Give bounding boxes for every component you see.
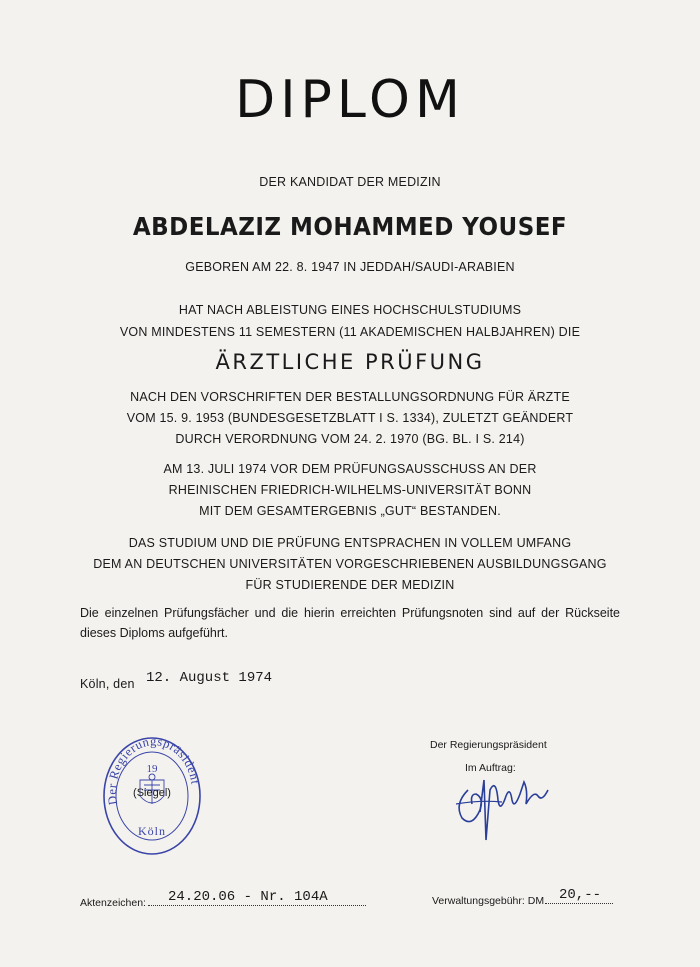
im-auftrag-label: Im Auftrag: (465, 762, 516, 774)
conformity-line-3: FÜR STUDIERENDE DER MEDIZIN (245, 578, 455, 592)
birth-info: GEBOREN AM 22. 8. 1947 IN JEDDAH/SAUDI-ARABIEN (185, 260, 515, 274)
diploma-title: DIPLOM (235, 70, 465, 130)
result-line-3: MIT DEM GESAMTERGEBNIS „GUT“ BESTANDEN. (199, 504, 501, 518)
study-line-2: VON MINDESTENS 11 SEMESTERN (11 AKADEMISCHEN HALBJAHREN) DIE (119, 325, 581, 339)
conformity-line-2: DEM AN DEUTSCHEN UNIVERSITÄTEN VORGESCHRIEBENEN AUSBILDUNGSGANG (93, 557, 607, 571)
seal-label: (Siegel) (133, 787, 171, 799)
subjects-note: Die einzelnen Prüfungsfächer und die hierin erreichten Prüfungsnoten sind auf der Rückseite dieses Diploms aufgeführt. (80, 606, 620, 640)
issue-date: 12. August 1974 (146, 670, 273, 686)
regulation-line-3: DURCH VERORDNUNG VOM 24. 2. 1970 (BG. BL. I S. 214) (175, 432, 525, 446)
result-line-1: AM 13. JULI 1974 VOR DEM PRÜFUNGSAUSSCHUSS AN DER (163, 462, 537, 476)
fee-label: Verwaltungsgebühr: DM (432, 895, 545, 907)
candidate-label: DER KANDIDAT DER MEDIZIN (259, 175, 441, 189)
seal-graphic (100, 728, 205, 858)
exam-title: ÄRZTLICHE PRÜFUNG (215, 350, 485, 374)
candidate-name: ABDELAZIZ MOHAMMED YOUSEF (132, 212, 568, 241)
seal-city: Köln (138, 824, 166, 838)
regulation-line-2: VOM 15. 9. 1953 (BUNDESGESETZBLATT I S. 1334), ZULETZT GEÄNDERT (126, 411, 574, 425)
fee-value: 20,-- (545, 887, 613, 904)
file-number: 24.20.06 - Nr. 104A (148, 889, 366, 906)
conformity-line-1: DAS STUDIUM UND DIE PRÜFUNG ENTSPRACHEN IN VOLLEM UMFANG (128, 536, 572, 550)
seal-ring-text: Der Regierungspräsident (104, 734, 203, 806)
authority-label: Der Regierungspräsident (430, 739, 547, 751)
study-line-1: HAT NACH ABLEISTUNG EINES HOCHSCHULSTUDIUMS (178, 303, 522, 317)
result-line-2: RHEINISCHEN FRIEDRICH-WILHELMS-UNIVERSITÄT BONN (168, 483, 532, 497)
regulation-line-1: NACH DEN VORSCHRIFTEN DER BESTALLUNGSORDNUNG FÜR ÄRZTE (130, 390, 570, 404)
seal-number: 19 (146, 763, 158, 775)
signature-icon (450, 760, 560, 850)
place-label: Köln, den (80, 677, 135, 691)
official-seal (100, 728, 205, 858)
file-number-label: Aktenzeichen: (80, 897, 146, 909)
